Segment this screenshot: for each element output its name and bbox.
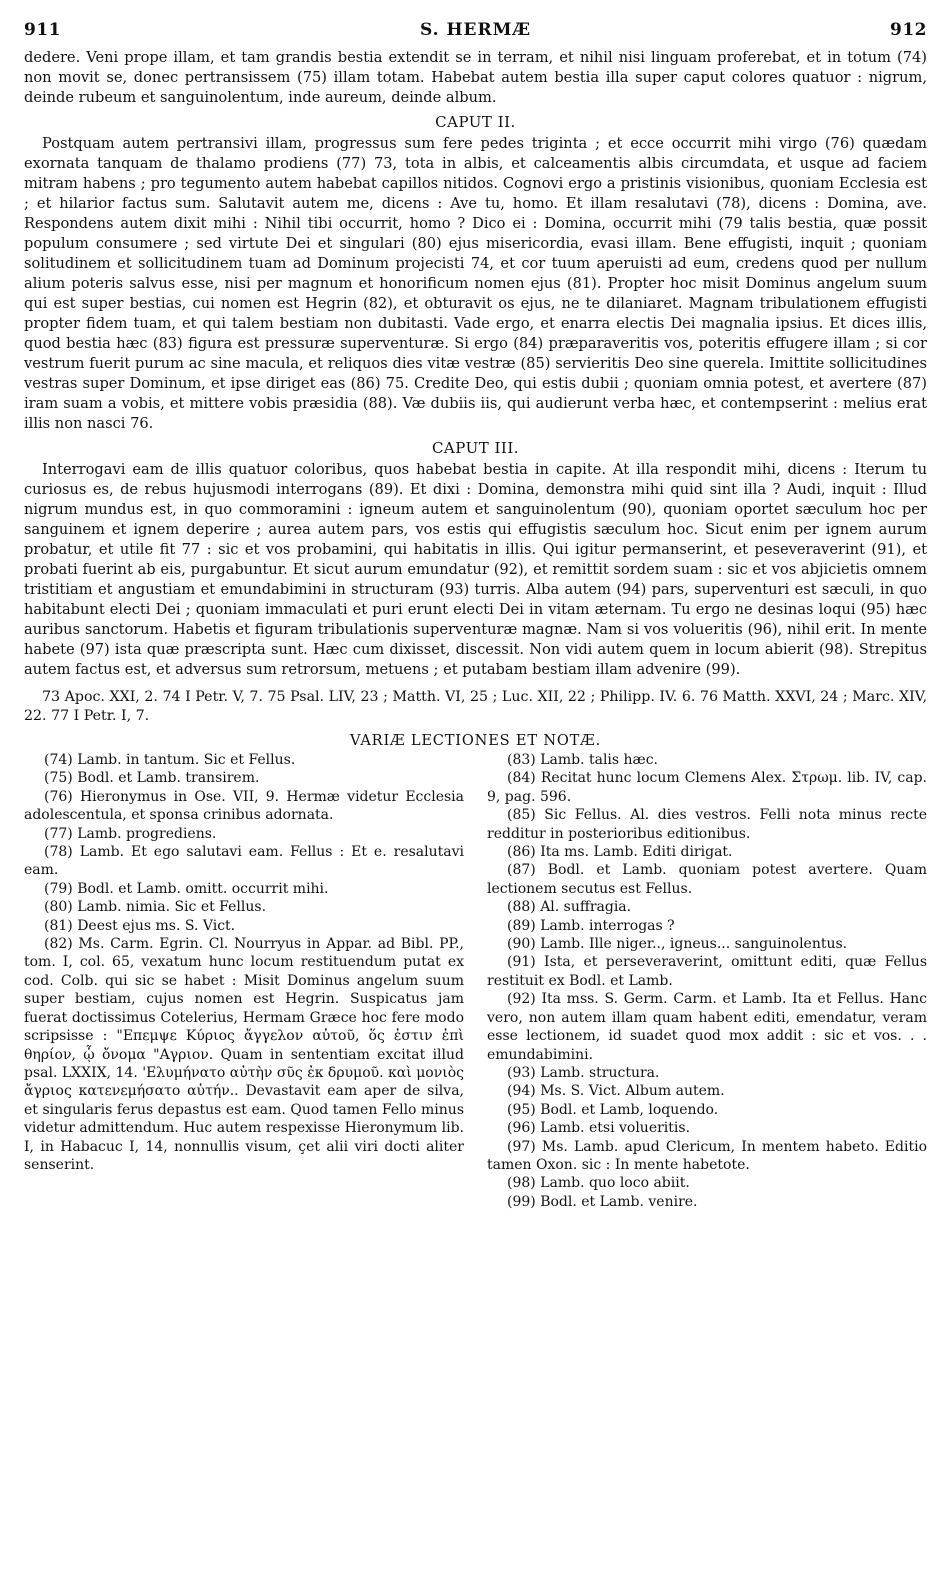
left-page-number: 911 [24,20,61,40]
caput-3-heading: CAPUT III. [431,439,520,457]
scripture-references: 73 Apoc. XXI, 2. 74 I Petr. V, 7. 75 Psal. LIV, 23 ; Matth. VI, 25 ; Luc. XII, 22 ; Philipp. IV. 6. 76 Matth. XXVI, 24 ; Marc. XIV, 22. 77 I Petr. I, 7. [24,689,927,724]
notes-title: VARIÆ LECTIONES ET NOTÆ. [349,732,602,749]
running-title: S. HERMÆ [419,20,532,40]
note-98: (98) Lamb. quo loco abiit. [507,1175,690,1192]
main-text [24,48,927,680]
note-94: (94) Ms. S. Vict. Album autem. [507,1083,725,1100]
notes-right-column [487,751,927,1211]
note-91: (91) Ista, et perseveraverint, omittunt editi, quæ Fellus restituit ex Bodl. et Lamb. [487,954,927,989]
note-85: (85) Sic Fellus. Al. dies vestros. Felli nota minus recte redditur in posterioribus editionibus. [487,807,927,842]
note-78: (78) Lamb. Et ego salutavi eam. Fellus : Et e. resalutavi eam. [24,844,464,879]
note-96: (96) Lamb. etsi volueritis. [507,1120,691,1137]
page-header [24,20,927,40]
note-97: (97) Ms. Lamb. apud Clericum, In mentem habeto. Editio tamen Oxon. sic : In mente habetote. [487,1138,927,1173]
note-75: (75) Bodl. et Lamb. transirem. [44,770,260,787]
note-88: (88) Al. suffragia. [507,899,632,916]
note-74: (74) Lamb. in tantum. Sic et Fellus. [44,752,296,768]
note-84: (84) Recitat hunc locum Clemens Alex. Στρωμ. lib. IV, cap. 9, pag. 596. [487,770,927,805]
note-89: (89) Lamb. interrogas ? [507,917,675,934]
note-92: (92) Ita mss. S. Germ. Carm. et Lamb. Ita et Fellus. Hanc vero, non autem illam quam habent editi, emendatur, veram esse lectionem, id suadet quod mox addit : sic et vos. . . emundabimini. [487,991,927,1063]
note-76: (76) Hieronymus in Ose. VII, 9. Hermæ videtur Ecclesia adolescentula, et sponsa crinibus adornata. [24,788,464,824]
note-93: (93) Lamb. structura. [507,1064,660,1081]
caput-3-text: Interrogavi eam de illis quatuor coloribus, quos habebat bestia in capite. At illa respondit mihi, dicens : Iterum tu curiosus es, de rebus hujusmodi interrogans (89). Et dixi : Domina, demonstra mihi quid sint illa ? Audi, inquit : Illud nigrum mundus est, in quo commoramini : igneum autem et sanguinolentum (90), quoniam oportet sæculum hoc per sanguinem et ignem deperire ; aurea autem pars, vos estis qui effugistis sæculum hoc. Sicut enim per ignem aurum probatur, et utile fit 77 : sic et vos probamini, qui habitatis in illis. Qui igitur permanserint, et peseveraverint (91), et probati fuerint ab eis, purgabuntur. Et sicut aurum emundatur (92), et remittit sordem suam : sic et vos abjicietis omnem tristitiam et angustiam et emundabimini in structuram (93) turris. Alba autem (94) pars, superventuri est sæculi, in quo habitabunt electi Dei ; quoniam immaculati et puri erunt electi Dei in vitam æternam. Tu ergo ne desinas loqui (95) hæc auribus sanctorum. Habetis et figuram tribulationis superventuræ magnæ. Nam si vos volueritis (96), nihil erit. In mente habete (97) ista quæ præscripta sunt. Hæc cum dixisset, discessit. Non vidi autem quem in locum abierit (98). Strepitus autem factus est, et adversus sum retrorsum, metuens ; et putabam bestiam illam advenire (99). [24,461,927,678]
note-86: (86) Ita ms. Lamb. Editi dirigat. [507,844,733,861]
note-81: (81) Deest ejus ms. S. Vict. [44,917,236,934]
note-77: (77) Lamb. progrediens. [44,825,217,842]
caput-2-heading: CAPUT II. [435,113,516,131]
note-82: (82) Ms. Carm. Egrin. Cl. Nourryus in Appar. ad Bibl. PP., tom. I, col. 65, vexatum hunc locum restituendum putat ex cod. Colb. qui sic se habet : Misit Dominus angelum suum super bestiam, cujus nomen est Hegrin. Suspicatus jam fuerat doctissimus Cotelerius, Hermam Græce hoc fere modo scripsisse : "Επεμψε Κύριος ἄγγελον αὐτοῦ, ὅς ἐστιν ἐπὶ θηρίον, ᾧ ὄνομα "Αγριον. Quam in sententiam excitat illud psal. LXXIX, 14. 'Ελυμήνατο αὐτὴν σῦς ἐκ δρυμοῦ. καὶ μονιὸς ἄγριος κατενεμήσατο αὐτήν.. Devastavit eam aper de silva, et singularis ferus depastus est eam. Quod tamen Fello minus videtur admittendum. Huc autem respexisse Hieronymum lib. I, in Habacuc I, 14, nonnullis visum, çet alii viri docti aliter senserint. [24,936,464,1173]
caput-2-text: Postquam autem pertransivi illam, progressus sum fere pedes triginta ; et ecce occurrit mihi virgo (76) quædam exornata tanquam de thalamo prodiens (77) 73, tota in albis, et calceamentis albis circumdata, et usque ad faciem mitram habens ; pro tegumento autem habebat capillos nitidos. Cognovi ergo a pristinis visionibus, quoniam Ecclesia est ; et hilarior factus sum. Salutavit autem me, dicens : Ave tu, homo. Et illam resalutavi (78), dicens : Domina, ave. Respondens autem dixit mihi : Nihil tibi occurrit, homo ? Dico ei : Domina, occurrit mihi (79 talis bestia, quæ possit populum consumere ; sed virtute Dei et singulari (80) ejus misericordia, evasi illam. Bene effugisti, inquit ; quoniam solitudinem et sollicitudinem tuam ad Dominum projecisti 74, et cor tuum aperuisti ad eum, credens quod per nullum alium poteris salvus esse, nisi per magnum et honorificum nomen ejus (81). Propter hoc misit Dominus angelum suum qui est super bestias, cui nomen est Hegrin (82), et obturavit os ejus, ne te dilaniaret. Magnam tribulationem effugisti propter fidem tuam, et qui talem bestiam non dubitasti. Vade ergo, et enarra electis Dei magnalia ipsius. Et dices illis, quod bestia hæc (83) figura est pressuræ superventuræ. Si ergo (84) præparaveritis vos, poteritis effugere illam ; si cor vestrum fuerit purum ac sine macula, et reliquos dies vitæ vestræ (85) servieritis Deo sine querela. Imittite sollicitudines vestras super Dominum, et ipse diriget eas (86) 75. Credite Deo, qui estis dubii ; quoniam omnia potest, et avertere (87) iram suam a vobis, et mittere vobis præsidia (88). Væ dubiis iis, qui audierunt verba hæc, et contempserint : melius erat illis non nasci 76. [24,135,927,432]
intro-paragraph: dedere. Veni prope illam, et tam grandis bestia extendit se in terram, et nihil nisi linguam proferebat, et in totum (74) non movit se, donec pertransissem (75) illam totam. Habebat autem bestia illa super caput colores quatuor : nigrum, deinde rubeum et sanguinolentum, inde aureum, deinde album. [24,49,927,106]
note-87: (87) Bodl. et Lamb. quoniam potest avertere. Quam lectionem secutus est Fellus. [487,862,927,897]
note-99: (99) Bodl. et Lamb. venire. [507,1193,698,1210]
note-79: (79) Bodl. et Lamb. omitt. occurrit mihi. [44,880,329,897]
notes-columns [24,751,927,1211]
note-83: (83) Lamb. talis hæc. [507,752,658,768]
note-80: (80) Lamb. nimia. Sic et Fellus. [44,899,267,916]
notes-left-column [24,751,464,1211]
note-95: (95) Bodl. et Lamb, loquendo. [507,1101,719,1118]
note-90: (90) Lamb. Ille niger.., igneus... sanguinolentus. [507,936,848,953]
right-page-number: 912 [890,20,927,40]
